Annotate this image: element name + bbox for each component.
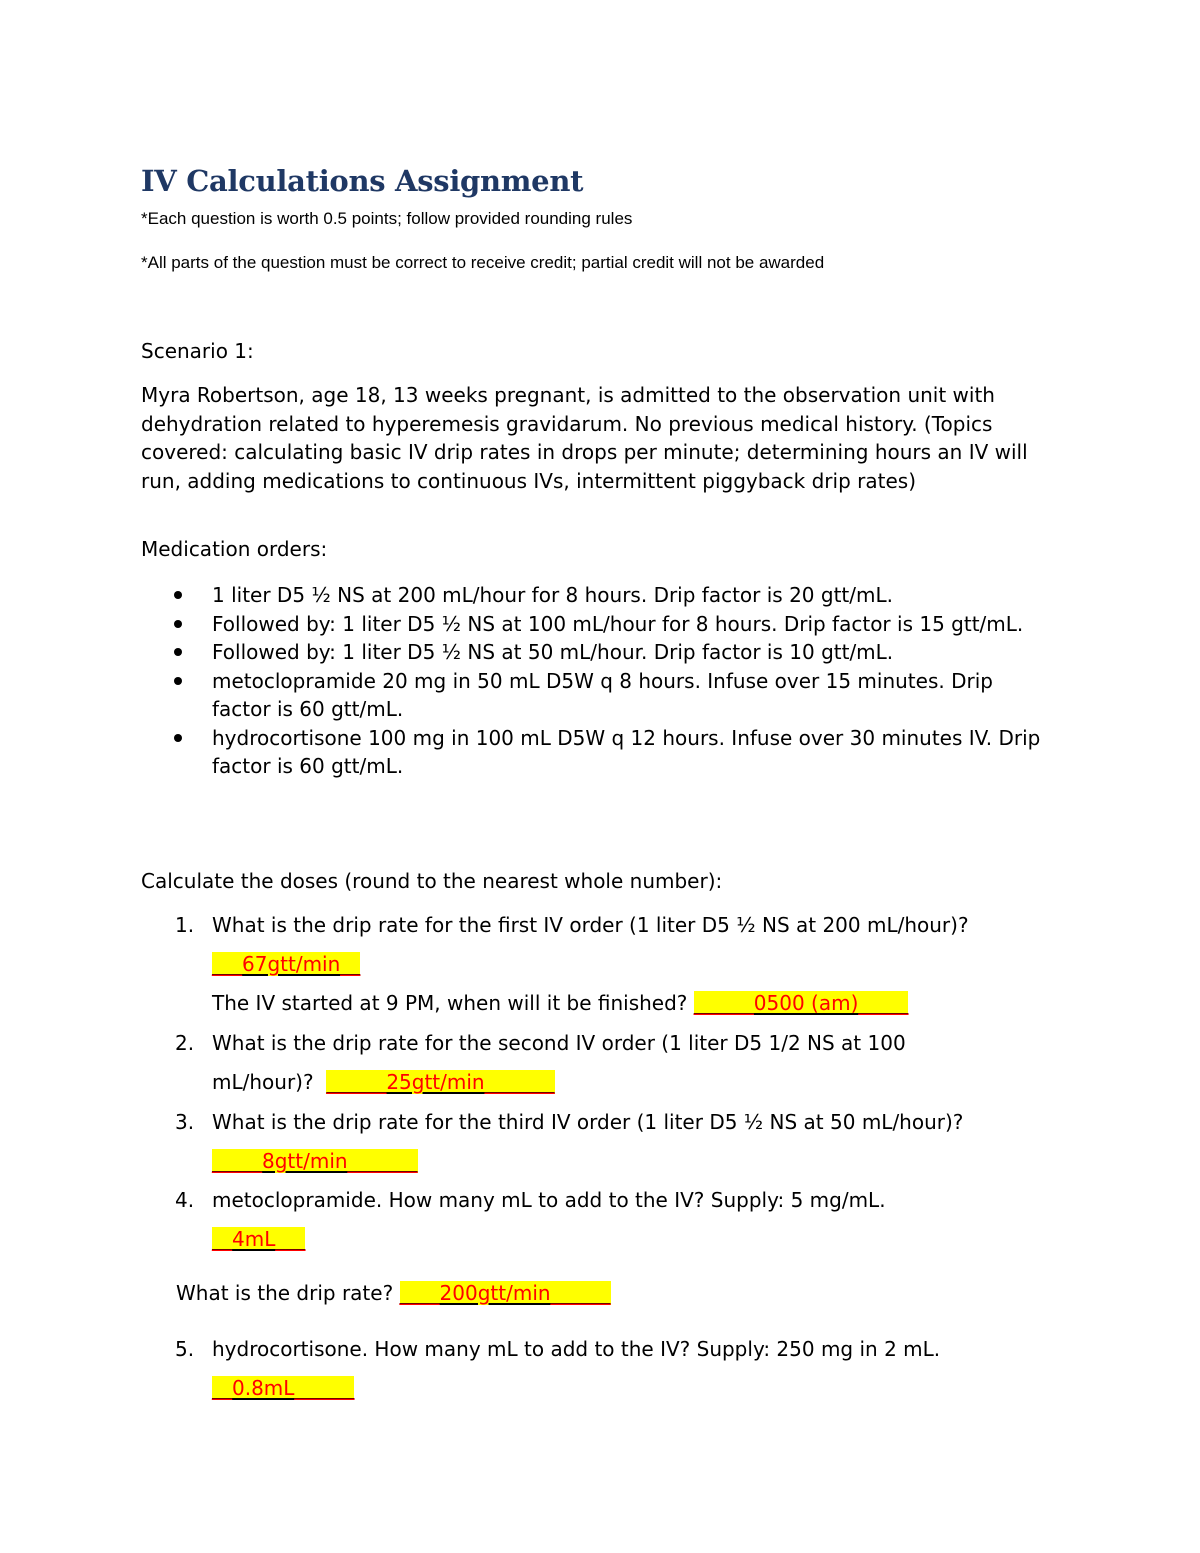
list-item [141,581,1051,610]
answer-field: _____8gtt/min_______ [212,1149,418,1173]
list-item [141,667,1051,724]
bullet-icon [174,591,182,599]
question-number: 3. [175,1110,195,1134]
answer-field: __0.8mL______ [212,1376,355,1400]
followup-prompt: The IV started at 9 PM, when will it be finished? [212,991,688,1015]
bullet-icon [174,620,182,628]
list-item [141,638,1051,667]
medication-orders-label: Medication orders: [141,537,328,561]
medication-order: Followed by: 1 liter D5 ½ NS at 100 mL/hour for 8 hours. Drip factor is 15 gtt/mL. [212,611,1024,636]
medication-orders-list [141,581,1051,781]
bullet-icon [174,648,182,656]
answer-field: ______25gtt/min_______ [326,1070,555,1094]
question-prompt: hydrocortisone. How many mL to add to the IV? Supply: 250 mg in 2 mL. [212,1337,941,1361]
medication-order: 1 liter D5 ½ NS at 200 mL/hour for 8 hours. Drip factor is 20 gtt/mL. [212,583,893,607]
question-text [212,1024,1072,1102]
bullet-icon [174,734,182,742]
medication-order: hydrocortisone 100 mg in 100 mL D5W q 12 hours. Infuse over 30 minutes IV. Drip factor is 60 gtt/mL. [212,725,1041,778]
medication-order: Followed by: 1 liter D5 ½ NS at 50 mL/hour. Drip factor is 10 gtt/mL. [212,640,894,664]
question-text [212,1181,1072,1259]
question-prompt: What is the drip rate? [176,1281,394,1305]
bullet-icon [174,677,182,685]
medication-order: metoclopramide 20 mg in 50 mL D5W q 8 hours. Infuse over 15 minutes. Drip factor is 60 gtt/mL. [212,668,993,721]
question-text [212,1103,1072,1181]
scenario-text: Myra Robertson, age 18, 13 weeks pregnant, is admitted to the observation unit with dehydration related to hyperemesis gravidarum. No previous medical history. (Topics covered: calculating basic IV drip rates in drops per minute; determining hours an IV will run, adding medications to continuous IVs, intermittent piggyback drip rates) [141,383,1028,493]
question-text [212,1330,1072,1408]
answer-field: __4mL___ [212,1227,306,1251]
question-number: 5. [175,1337,195,1361]
answer-field: ___67gtt/min__ [212,952,361,976]
question-number: 4. [175,1188,195,1212]
calc-instruction: Calculate the doses (round to the nearest whole number): [141,869,723,893]
question-number: 1. [175,913,195,937]
page-title: IV Calculations Assignment [141,164,584,198]
answer-field: ______0500 (am)_____ [693,991,909,1015]
question-text [212,906,1072,1023]
list-item [141,724,1051,781]
scenario-heading: Scenario 1: [141,339,254,363]
list-item [141,610,1051,639]
note-points: *Each question is worth 0.5 points; follow provided rounding rules [141,209,633,228]
question-number: 2. [175,1031,195,1055]
answer-field: ____200gtt/min______ [399,1281,611,1305]
question-prompt: What is the drip rate for the second IV order (1 liter D5 1/2 NS at 100 mL/hour)? [212,1031,906,1094]
note-credit: *All parts of the question must be correct to receive credit; partial credit will not be awarded [141,253,825,272]
question-prompt: metoclopramide. How many mL to add to the IV? Supply: 5 mg/mL. [212,1188,886,1212]
drip-rate-question [176,1281,611,1305]
question-prompt: What is the drip rate for the first IV order (1 liter D5 ½ NS at 200 mL/hour)? [212,913,969,937]
question-prompt: What is the drip rate for the third IV order (1 liter D5 ½ NS at 50 mL/hour)? [212,1110,964,1134]
